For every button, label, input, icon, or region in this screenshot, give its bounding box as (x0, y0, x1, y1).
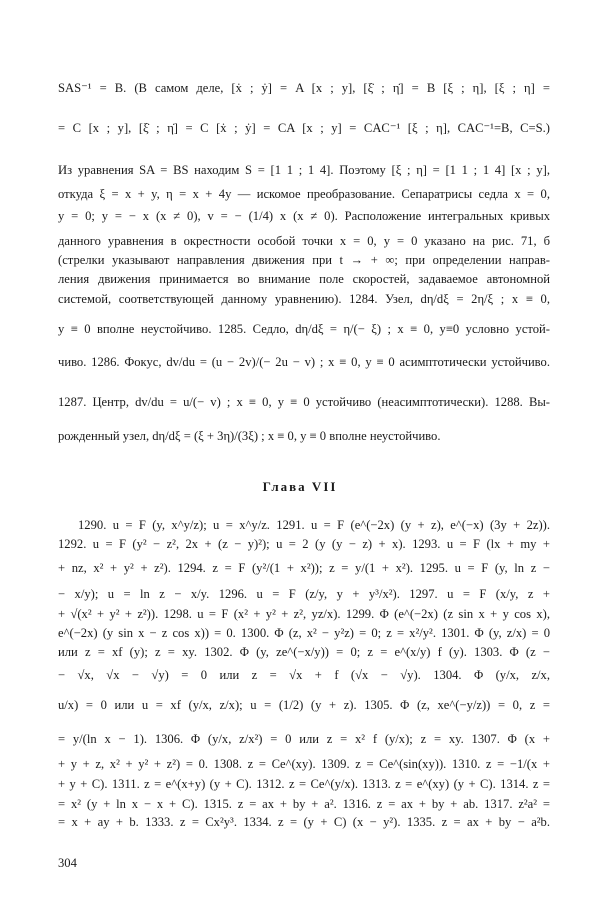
text-line: Из уравнения SA = BS находим S = [1 1 ; 1 4]. Поэтому [ξ ; η] = [1 1 ; 1 4] [x ; y], (58, 163, 550, 177)
text-line: y = 0; y = − x (x ≠ 0), v = − (1/4) x (x ≠ 0). Расположение интегральных кривых (58, 209, 550, 223)
text-line: = y/(ln x − 1). 1306. Φ (y/x, z/x²) = 0 или z = x² f (y/x); z = xy. 1307. Φ (x + (58, 732, 550, 746)
text-line: 1292. u = F (y² − z², 2x + (z − y)²); u = 2 (y (y − z) + x). 1293. u = F (lx + my + (58, 537, 550, 551)
text-line: + nz, x² + y² + z²). 1294. z = F (y²/(1 + x²)); z = y/(1 + x²). 1295. u = F (y, ln z − (58, 561, 550, 575)
page-number: 304 (58, 856, 77, 870)
text-line: (стрелки указывают направления движения при t → + ∞; при определении направ- (58, 253, 550, 267)
text-line: данного уравнения в окрестности особой точки x = 0, y = 0 указано на рис. 71, б (58, 234, 550, 248)
text-line: e^(−2x) (y sin x − z cos x)) = 0. 1300. Φ (z, x² − y²z) = 0; z = x²/y². 1301. Φ (y, z/x) = 0 (58, 626, 550, 640)
text-line: чиво. 1286. Фокус, dv/du = (u − 2v)/(− 2u − v) ; x ≡ 0, y ≡ 0 асимптотически устойчиво. (58, 355, 550, 369)
text-line: − x/y); u = ln z − x/y. 1296. u = F (z/y, y + y³/x²). 1297. u = F (x/y, z + (58, 587, 550, 601)
text-line: − √x, √x − √y) = 0 или z = √x + f (√x − √y). 1304. Φ (y/x, z/x, (58, 668, 550, 682)
text-line: + y + z, x² + y² + z²) = 0. 1308. z = Ce^(xy). 1309. z = Ce^(sin(xy)). 1310. z = −1/(x + (58, 757, 550, 771)
text-line: + √(x² + y² + z²)). 1298. u = F (x² + y² + z², yz/x). 1299. Φ (e^(−2x) (z sin x + y cos x), (58, 607, 550, 621)
text-line: u/x) = 0 или u = xf (y/x, z/x); u = (1/2) (y + z). 1305. Φ (z, xe^(−y/z)) = 0, z = (58, 698, 550, 712)
text-line: = x² (y + ln x − x + C). 1315. z = ax + by + a². 1316. z = ax + by + ab. 1317. z²a² = (58, 797, 550, 811)
text-line: откуда ξ = x + y, η = x + 4y — искомое преобразование. Сепаратрисы седла x = 0, (58, 187, 550, 201)
text-line: y ≡ 0 вполне неустойчиво. 1285. Седло, dη/dξ = η/(− ξ) ; x ≡ 0, y≡0 условно устой- (58, 322, 550, 336)
text-line: или z = xf (y); z = xy. 1302. Φ (y, ze^(−x/y)) = 0; z = e^(x/y) f (y). 1303. Φ (z − (58, 645, 550, 659)
text-line: рожденный узел, dη/dξ = (ξ + 3η)/(3ξ) ; x ≡ 0, y ≡ 0 вполне неустойчиво. (58, 429, 441, 443)
text-line: 1290. u = F (y, x^y/z); u = x^y/z. 1291. u = F (e^(−2x) (y + z), e^(−x) (3y + 2z)). (78, 518, 550, 532)
text-line: + y + C). 1311. z = e^(x+y) (y + C). 1312. z = Ce^(y/x). 1313. z = e^(xy) (y + C). 1314. z = (58, 777, 550, 791)
text-line: SAS⁻¹ = B. (В самом деле, [ẋ ; ẏ] = A [x ; y], [ξ̇ ; η̇] = B [ξ ; η], [ξ ; η] = (58, 81, 550, 95)
text-line: системой, соответствующей данному уравнению). 1284. Узел, dη/dξ = 2η/ξ ; x ≡ 0, (58, 292, 550, 306)
text-line: = x + ay + b. 1333. z = Cx²y³. 1334. z = (y + C) (x − y²). 1335. z = ax + by − a²b. (58, 815, 550, 829)
text-line: 1287. Центр, dv/du = u/(− v) ; x ≡ 0, y ≡ 0 устойчиво (неасимптотически). 1288. Вы- (58, 395, 550, 409)
chapter-heading: Глава VII (262, 479, 338, 494)
text-line: = C [x ; y], [ξ̇ ; η̇] = C [ẋ ; ẏ] = CA [x ; y] = CAC⁻¹ [ξ ; η], CAC⁻¹=B, C=S.) (58, 121, 550, 135)
text-line: ления движения принимается во внимание поле скоростей, задаваемое автономной (58, 272, 550, 286)
